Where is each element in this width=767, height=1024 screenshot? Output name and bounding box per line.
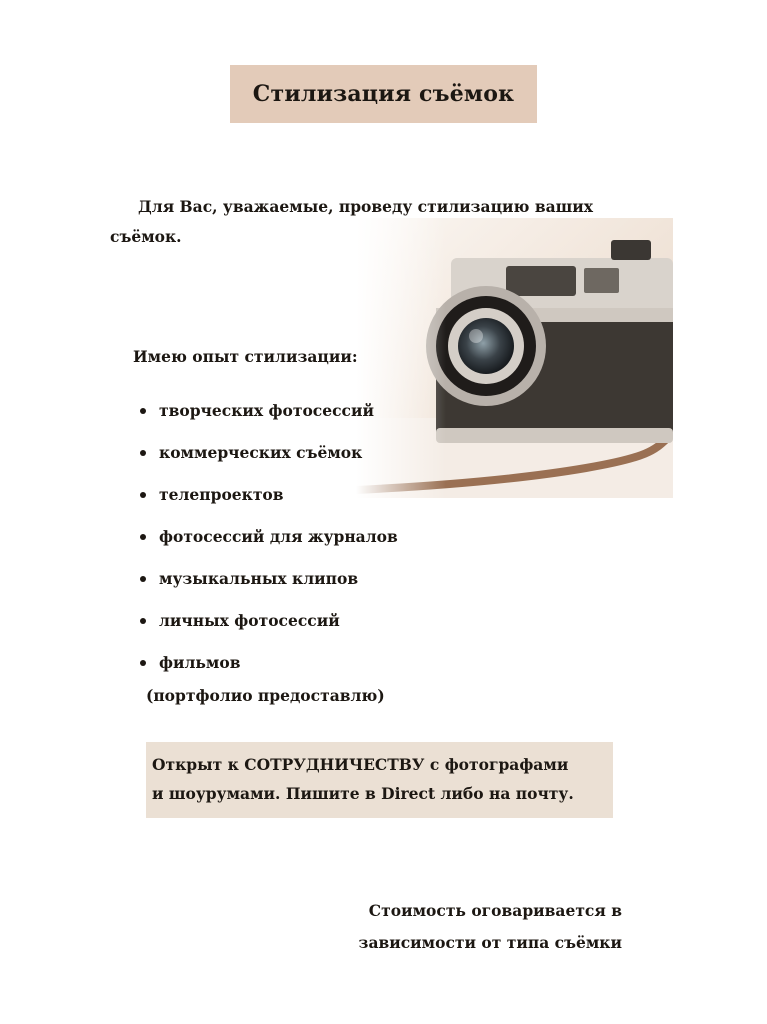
list-item: творческих фотосессий xyxy=(140,390,398,432)
bullet-icon xyxy=(140,660,146,666)
cooperation-line-2: и шоурумами. Пишите в Direct либо на почту. xyxy=(152,784,574,803)
title-banner xyxy=(230,65,537,123)
bullet-icon xyxy=(140,492,146,498)
list-item: фильмов xyxy=(140,642,398,684)
list-item: фотосессий для журналов xyxy=(140,516,398,558)
camera-photo xyxy=(356,218,673,498)
bullet-icon xyxy=(140,618,146,624)
price-note xyxy=(300,895,622,959)
experience-list xyxy=(140,390,398,684)
cooperation-box xyxy=(146,742,613,818)
page-title: Стилизация съёмок xyxy=(252,81,515,107)
bullet-icon xyxy=(140,534,146,540)
bullet-icon xyxy=(140,576,146,582)
list-item: музыкальных клипов xyxy=(140,558,398,600)
list-item: коммерческих съёмок xyxy=(140,432,398,474)
price-line-1: Стоимость оговаривается в xyxy=(368,901,622,920)
cooperation-line-1: Открыт к СОТРУДНИЧЕСТВУ с фотографами xyxy=(152,755,569,774)
bullet-icon xyxy=(140,450,146,456)
experience-heading: Имею опыт стилизации: xyxy=(133,347,358,366)
portfolio-note: (портфолио предоставлю) xyxy=(146,686,385,705)
bullet-icon xyxy=(140,408,146,414)
intro-text: Для Вас, уважаемые, проведу стилизацию ваших съёмок. xyxy=(110,197,594,246)
price-line-2: зависимости от типа съёмки xyxy=(358,933,622,952)
list-item: личных фотосессий xyxy=(140,600,398,642)
list-item: телепроектов xyxy=(140,474,398,516)
